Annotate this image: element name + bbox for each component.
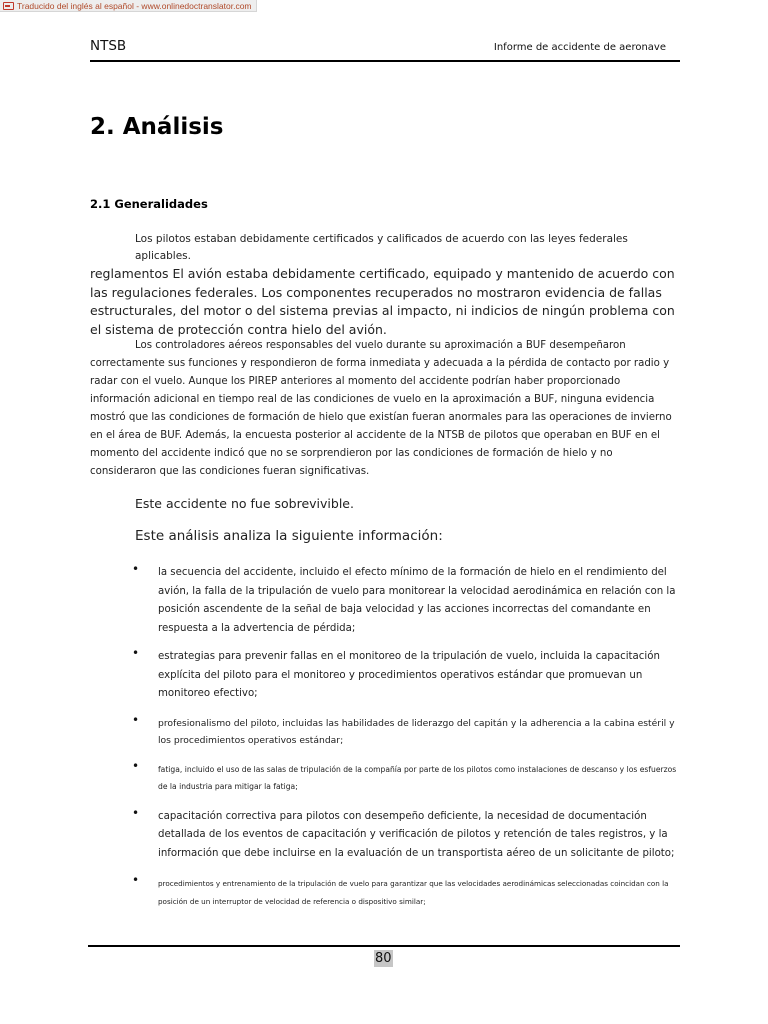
section-title: 2.1 Generalidades xyxy=(90,197,208,211)
list-item-text: procedimientos y entrenamiento de la tripulación de vuelo para garantizar que las velocidades aerodinámicas seleccionadas coincidan con la posición de un interruptor de velocidad de referencia o dispositivo similar; xyxy=(158,879,669,906)
paragraph-general-1-first-line: Los pilotos estaban debidamente certificados y calificados de acuerdo con las leyes federales aplicables. xyxy=(135,233,628,262)
list-item xyxy=(130,564,682,638)
list-item-text: estrategias para prevenir fallas en el monitoreo de la tripulación de vuelo, incluida la capacitación explícita del piloto para el monitoreo y procedimientos operativos estándar que promuevan un monitoreo efectivo; xyxy=(158,651,660,699)
list-item xyxy=(130,805,682,864)
list-item xyxy=(130,875,682,911)
bullet-icon: • xyxy=(132,712,140,727)
bullet-icon: • xyxy=(132,873,140,887)
running-header xyxy=(90,38,680,62)
header-report-type: Informe de accidente de aeronave xyxy=(493,42,666,53)
header-organization: NTSB xyxy=(90,38,127,54)
list-item xyxy=(130,648,682,704)
bullet-icon: • xyxy=(132,758,140,773)
survivability-statement: Este accidente no fue sobrevivible. xyxy=(135,496,354,511)
list-item-text: capacitación correctiva para pilotos con desempeño deficiente, la necesidad de documentación detallada de los eventos de capacitación y verificación de pilotos y retención de tales registros, y la información que debe incluirse en la evaluación de un transportista aéreo de un solicitante de piloto; xyxy=(158,810,675,859)
footer-divider xyxy=(88,945,680,947)
paragraph-general-1-body: reglamentos El avión estaba debidamente certificado, equipado y mantenido de acuerdo con las regulaciones federales. Los componentes recuperados no mostraron evidencia de fallas estructurales, del motor o del sistema previas al impacto, ni indicios de ningún problema con el sistema de protección contra hielo del avión. xyxy=(90,266,675,337)
page-number: 80 xyxy=(375,951,392,966)
bullet-icon: • xyxy=(132,646,140,660)
document-translate-icon xyxy=(3,2,14,10)
chapter-title: 2. Análisis xyxy=(90,114,224,140)
bullet-icon: • xyxy=(132,562,140,576)
list-item-text: profesionalismo del piloto, incluidas las habilidades de liderazgo del capitán y la adherencia a la cabina estéril y los procedimientos operativos estándar; xyxy=(158,717,675,746)
bullet-icon: • xyxy=(132,805,140,820)
analysis-topics-list xyxy=(130,564,682,921)
list-item-text: fatiga, incluido el uso de las salas de tripulación de la compañía por parte de los pilotos como instalaciones de descanso y los esfuerzos de la industria para mitigar la fatiga; xyxy=(158,764,677,791)
translator-banner-text[interactable]: Traducido del inglés al español - www.onlinedoctranslator.com xyxy=(17,0,252,11)
list-item xyxy=(130,712,682,749)
list-item-text: la secuencia del accidente, incluido el efecto mínimo de la formación de hielo en el rendimiento del avión, la falla de la tripulación de vuelo para monitorear la velocidad aerodinámica en relación con la posición ascendente de la señal de baja velocidad y las acciones incorrectas del comandante en respuesta a la advertencia de pérdida; xyxy=(158,567,676,634)
analysis-intro: Este análisis analiza la siguiente información: xyxy=(135,528,443,544)
paragraph-general-1 xyxy=(90,231,680,339)
paragraph-general-2: Los controladores aéreos responsables del vuelo durante su aproximación a BUF desempeñaron correctamente sus funciones y respondieron de forma inmediata y adecuada a la pérdida de contacto por radio y radar con el vuelo. Aunque los PIREP anteriores al momento del accidente podrían haber proporcionado información adicional en tiempo real de las condiciones de vuelo en la aproximación a BUF, ninguna evidencia mostró que las condiciones de formación de hielo que existían fueran anormales para las operaciones de invierno en el área de BUF. Además, la encuesta posterior al accidente de la NTSB de pilotos que operaban en BUF en el momento del accidente indicó que no se sorprendieron por las condiciones de formación de hielo y no consideraron que las condiciones fueran significativas. xyxy=(90,340,672,477)
list-item xyxy=(130,758,682,796)
translator-banner[interactable] xyxy=(0,0,257,12)
